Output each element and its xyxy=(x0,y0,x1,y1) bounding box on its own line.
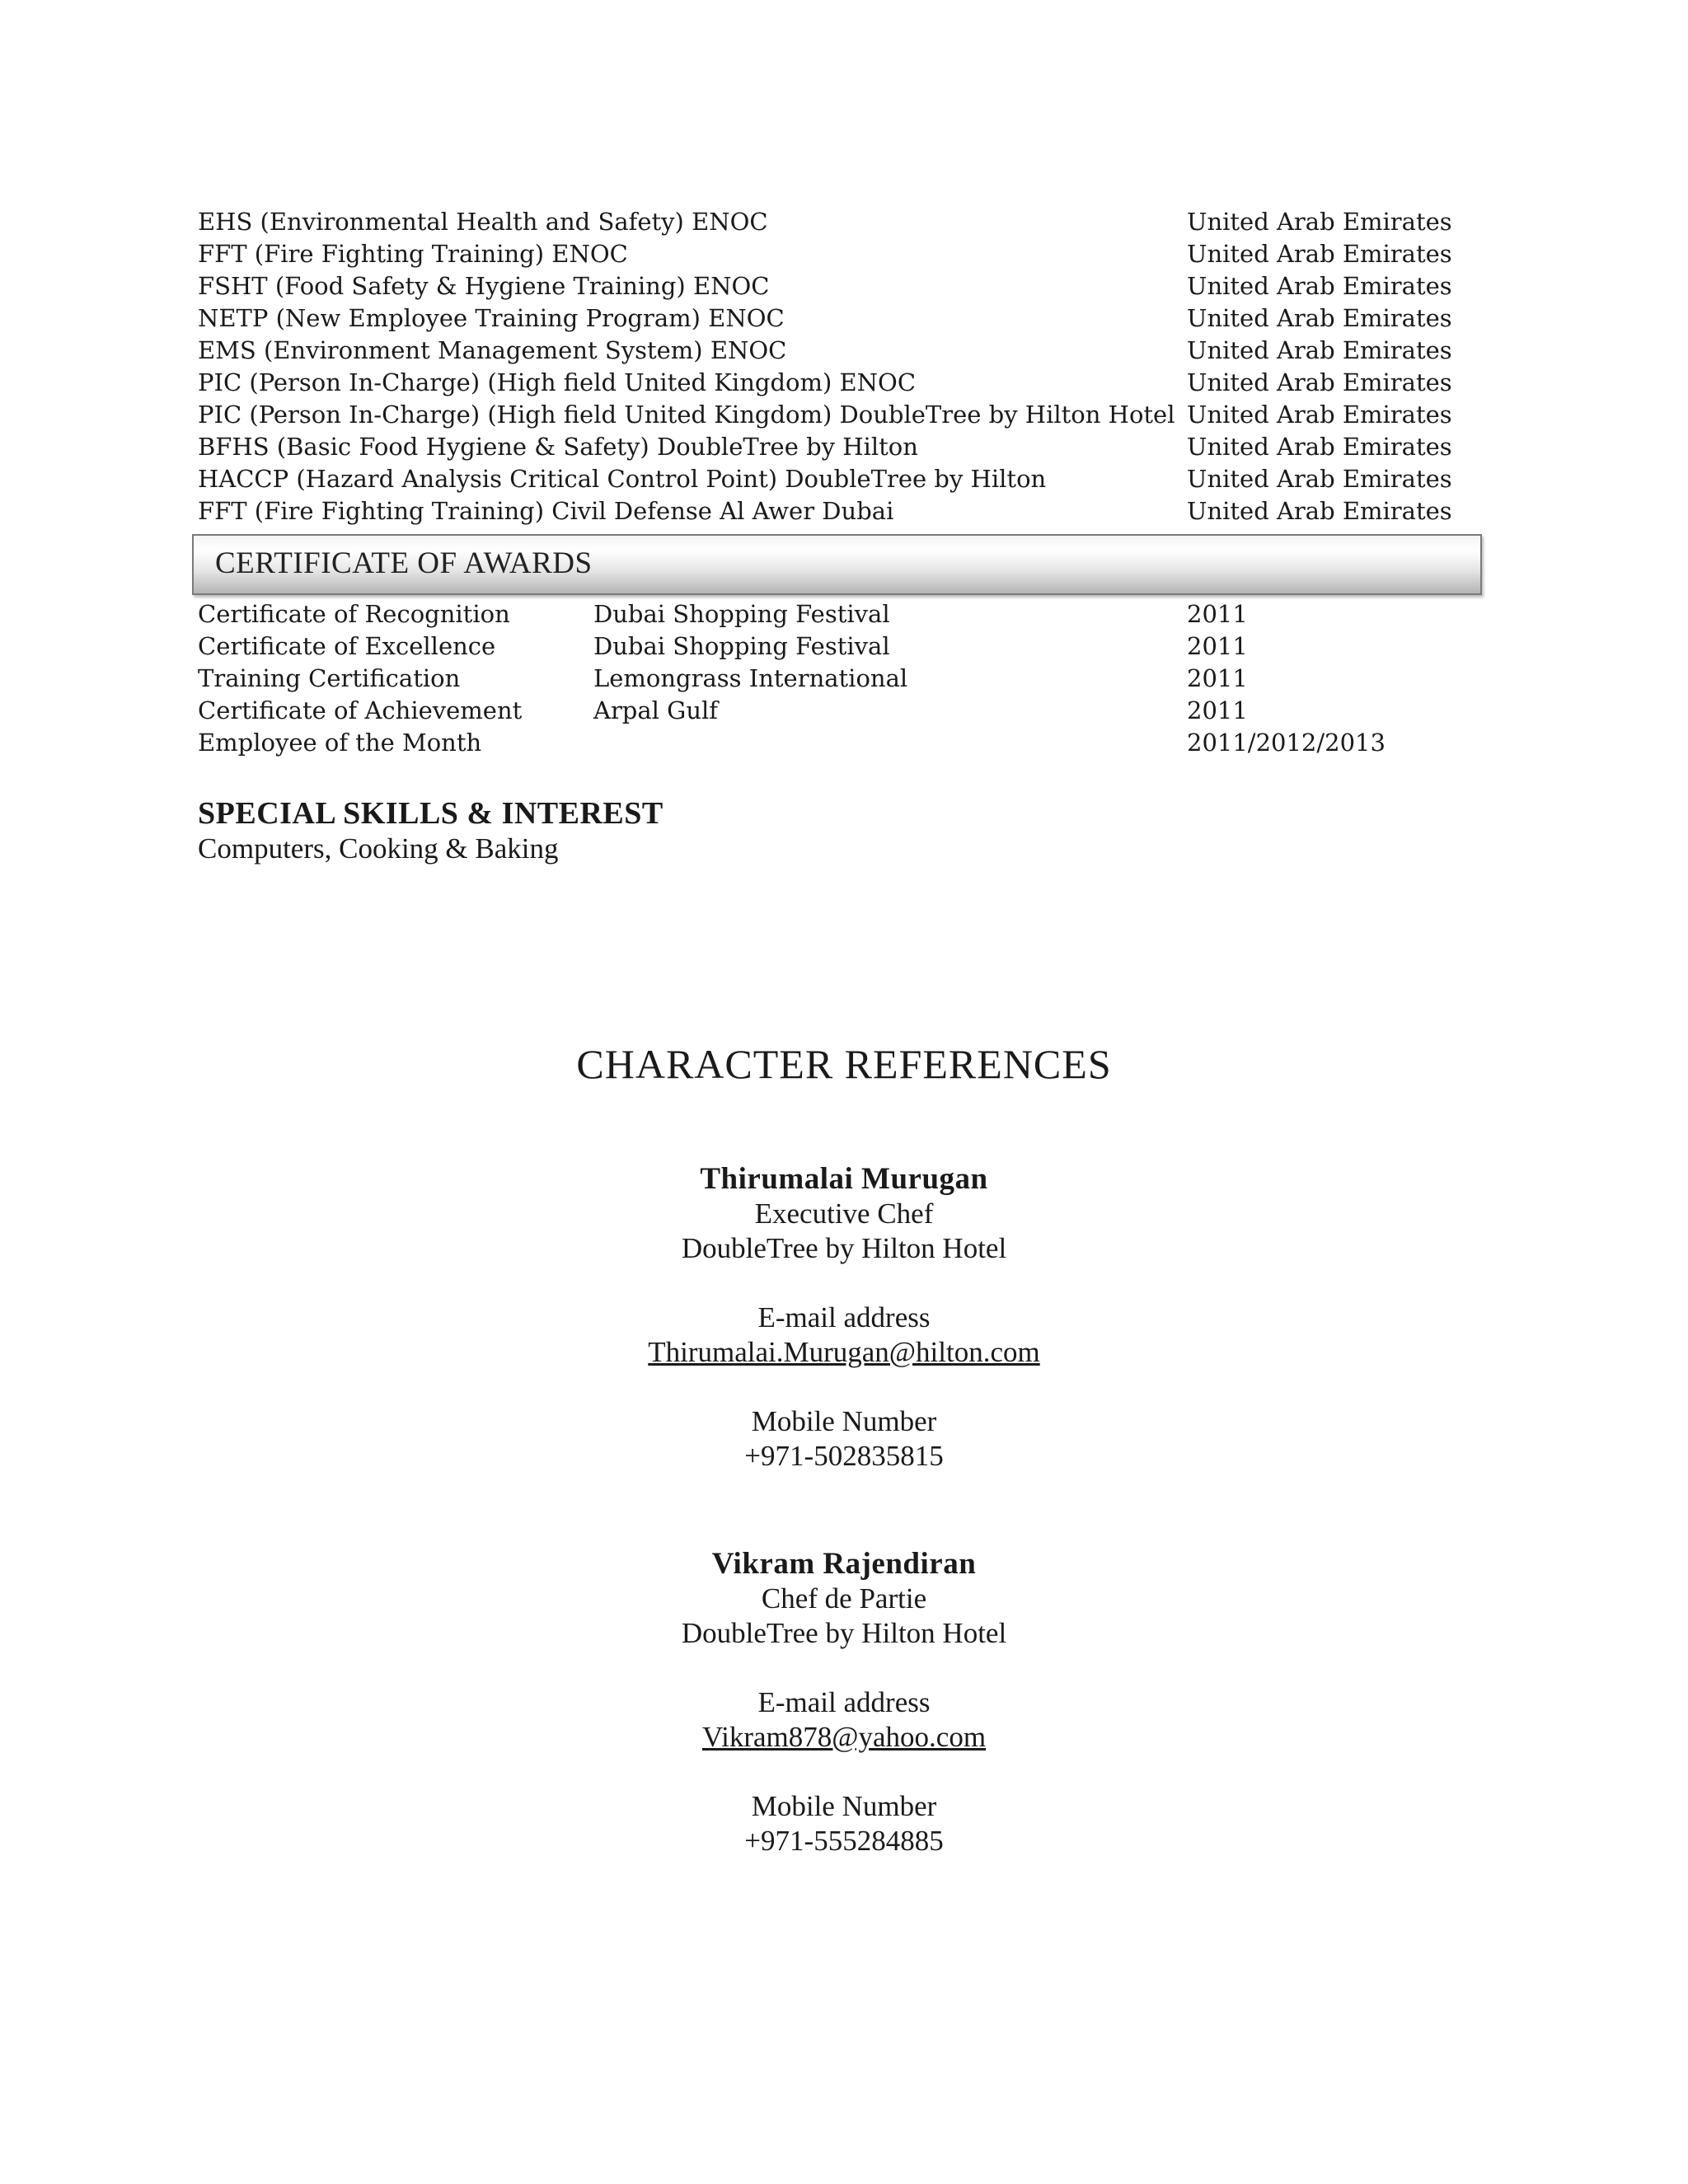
training-country: United Arab Emirates xyxy=(1187,272,1452,300)
training-row xyxy=(198,206,1451,238)
award-name: Certificate of Excellence xyxy=(198,632,496,660)
reference-email-label: E-mail address xyxy=(757,1301,931,1333)
award-row xyxy=(198,663,1451,695)
training-course: HACCP (Hazard Analysis Critical Control Point) DoubleTree by Hilton xyxy=(198,465,1047,493)
training-course: PIC (Person In-Charge) (High field United Kingdom) ENOC xyxy=(198,368,917,396)
reference-mobile-label: Mobile Number xyxy=(751,1790,937,1822)
training-country: United Arab Emirates xyxy=(1187,336,1452,364)
award-row xyxy=(198,630,1451,663)
award-issuer: Arpal Gulf xyxy=(593,696,719,724)
reference-position: Executive Chef xyxy=(754,1197,934,1230)
training-row xyxy=(198,399,1451,431)
references-title: CHARACTER REFERENCES xyxy=(576,1041,1112,1087)
reference-company: DoubleTree by Hilton Hotel xyxy=(681,1232,1007,1264)
reference-company: DoubleTree by Hilton Hotel xyxy=(681,1617,1007,1649)
award-issuer: Dubai Shopping Festival xyxy=(593,600,890,628)
training-row xyxy=(198,270,1451,302)
training-country: United Arab Emirates xyxy=(1187,304,1452,332)
training-course: NETP (New Employee Training Program) ENOC xyxy=(198,304,785,332)
training-country: United Arab Emirates xyxy=(1187,465,1452,493)
spacer xyxy=(0,1370,1688,1404)
reference-position: Chef de Partie xyxy=(761,1582,927,1615)
reference-email-link[interactable]: Thirumalai.Murugan@hilton.com xyxy=(648,1336,1040,1368)
training-country: United Arab Emirates xyxy=(1187,240,1452,268)
training-row xyxy=(198,238,1451,270)
award-year: 2011/2012/2013 xyxy=(1187,729,1386,757)
training-country: United Arab Emirates xyxy=(1187,433,1452,461)
reference-email-label: E-mail address xyxy=(757,1686,931,1718)
reference-card xyxy=(0,1547,1688,1858)
award-year: 2011 xyxy=(1187,632,1248,660)
reference-card xyxy=(0,1162,1688,1474)
award-name: Employee of the Month xyxy=(198,729,482,757)
training-course: FFT (Fire Fighting Training) Civil Defense Al Awer Dubai xyxy=(198,497,894,525)
training-country: United Arab Emirates xyxy=(1187,497,1452,525)
award-issuer: Lemongrass International xyxy=(593,664,908,692)
skills-text: Computers, Cooking & Baking xyxy=(198,832,559,865)
spacer xyxy=(0,1266,1688,1301)
award-row xyxy=(198,695,1451,727)
training-row xyxy=(198,335,1451,367)
training-row xyxy=(198,302,1451,335)
award-name: Training Certification xyxy=(198,664,461,692)
skills-heading: SPECIAL SKILLS & INTEREST xyxy=(198,796,663,831)
training-row xyxy=(198,463,1451,495)
award-row xyxy=(198,598,1451,630)
reference-name: Vikram Rajendiran xyxy=(711,1547,977,1581)
award-issuer: Dubai Shopping Festival xyxy=(593,632,890,660)
reference-mobile-label: Mobile Number xyxy=(751,1405,937,1437)
training-course: EHS (Environmental Health and Safety) ENOC xyxy=(198,208,768,236)
awards-section-header xyxy=(192,534,1482,595)
spacer xyxy=(0,1755,1688,1789)
awards-table xyxy=(198,598,1451,759)
reference-name: Thirumalai Murugan xyxy=(700,1162,988,1196)
reference-mobile: +971-502835815 xyxy=(744,1440,944,1472)
skills-section xyxy=(198,795,663,866)
award-name: Certificate of Recognition xyxy=(198,600,510,628)
award-year: 2011 xyxy=(1187,696,1248,724)
award-row xyxy=(198,727,1451,759)
training-course: FSHT (Food Safety & Hygiene Training) ENOC xyxy=(198,272,770,300)
training-country: United Arab Emirates xyxy=(1187,208,1452,236)
training-row xyxy=(198,495,1451,527)
award-year: 2011 xyxy=(1187,664,1248,692)
training-course: PIC (Person In-Charge) (High field United Kingdom) DoubleTree by Hilton Hotel xyxy=(198,401,1175,429)
training-row xyxy=(198,431,1451,463)
training-course: BFHS (Basic Food Hygiene & Safety) DoubleTree by Hilton xyxy=(198,433,918,461)
reference-mobile: +971-555284885 xyxy=(744,1825,944,1857)
award-year: 2011 xyxy=(1187,600,1248,628)
training-course: FFT (Fire Fighting Training) ENOC xyxy=(198,240,628,268)
training-course: EMS (Environment Management System) ENOC xyxy=(198,336,787,364)
award-name: Certificate of Achievement xyxy=(198,696,523,724)
training-country: United Arab Emirates xyxy=(1187,401,1452,429)
spacer xyxy=(0,1651,1688,1685)
training-row xyxy=(198,367,1451,399)
reference-email-link[interactable]: Vikram878@yahoo.com xyxy=(701,1721,987,1753)
awards-section-title: CERTIFICATE OF AWARDS xyxy=(215,546,593,580)
training-list xyxy=(198,206,1451,527)
training-country: United Arab Emirates xyxy=(1187,368,1452,396)
